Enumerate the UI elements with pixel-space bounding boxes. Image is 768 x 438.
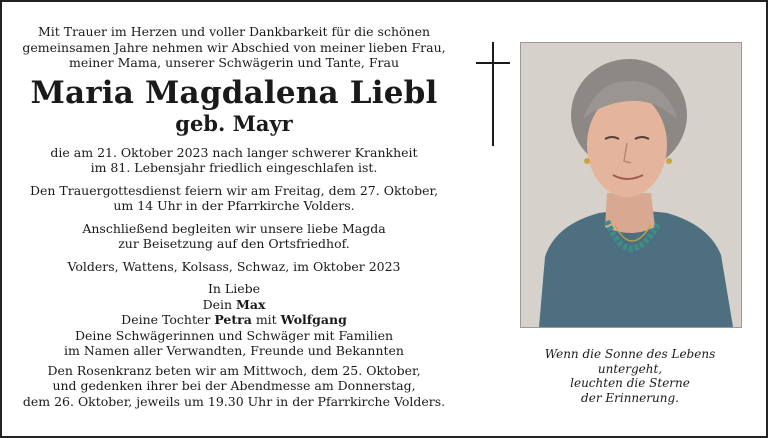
daughter-prefix: Deine Tochter (121, 312, 211, 327)
daughter-name: Petra (214, 312, 252, 327)
death-notice (20, 145, 448, 176)
daughter-line (20, 312, 448, 328)
burial-line: zur Beisetzung auf den Ortsfriedhof. (118, 236, 350, 251)
rosary-info (20, 363, 448, 410)
intro-line: gemeinsamen Jahre nehmen wir Abschied von meiner lieben Frau, (22, 39, 446, 55)
burial-info (20, 221, 448, 252)
obituary-text (20, 24, 448, 409)
service-info (20, 183, 448, 214)
service-line: Den Trauergottesdienst feiern wir am Freitag, dem 27. Oktober, (29, 182, 439, 198)
intro-text (20, 24, 448, 71)
burial-line: Anschließend begleiten wir unsere liebe Magda (82, 220, 386, 236)
quote-line: Wenn die Sonne des Lebens (544, 347, 716, 361)
with-word: mit (255, 312, 277, 327)
mourners-list (20, 281, 448, 359)
husband-line (20, 297, 448, 313)
maiden-name: geb. Mayr (175, 110, 293, 136)
quote-line: leuchten die Sterne (570, 376, 690, 390)
rosary-line: und gedenken ihrer bei der Abendmesse am Donnerstag, (52, 378, 416, 393)
intro-line: Mit Trauer im Herzen und voller Dankbarkeit für die schönen (37, 24, 431, 39)
husband-name: Max (236, 296, 266, 312)
partner-name: Wolfgang (280, 312, 347, 327)
service-line: um 14 Uhr in der Pfarrkirche Volders. (113, 198, 355, 213)
relatives-line: im Namen aller Verwandten, Freunde und Bekannten (64, 343, 404, 358)
siblings-line: Deine Schwägerinnen und Schwäger mit Familien (74, 327, 394, 343)
place-date: Volders, Wattens, Kolsass, Schwaz, im Oktober 2023 (67, 258, 401, 274)
death-line: die am 21. Oktober 2023 nach langer schwerer Krankheit (50, 144, 418, 160)
death-line: im 81. Lebensjahr friedlich eingeschlafen ist. (90, 160, 378, 175)
husband-prefix: Dein (202, 296, 233, 312)
cross-icon (476, 42, 510, 146)
in-love-line: In Liebe (207, 281, 261, 296)
quote-line: der Erinnerung. (581, 390, 679, 405)
intro-line: meiner Mama, unserer Schwägerin und Tante, Frau (68, 55, 399, 70)
rosary-line: Den Rosenkranz beten wir am Mittwoch, dem 25. Oktober, (47, 362, 421, 378)
portrait-photo (520, 42, 742, 328)
memorial-quote (528, 347, 732, 405)
deceased-name: Maria Magdalena Liebl (30, 74, 438, 111)
quote-line: untergeht, (597, 361, 663, 376)
rosary-line: dem 26. Oktober, jeweils um 19.30 Uhr in der Pfarrkirche Volders. (22, 393, 446, 409)
